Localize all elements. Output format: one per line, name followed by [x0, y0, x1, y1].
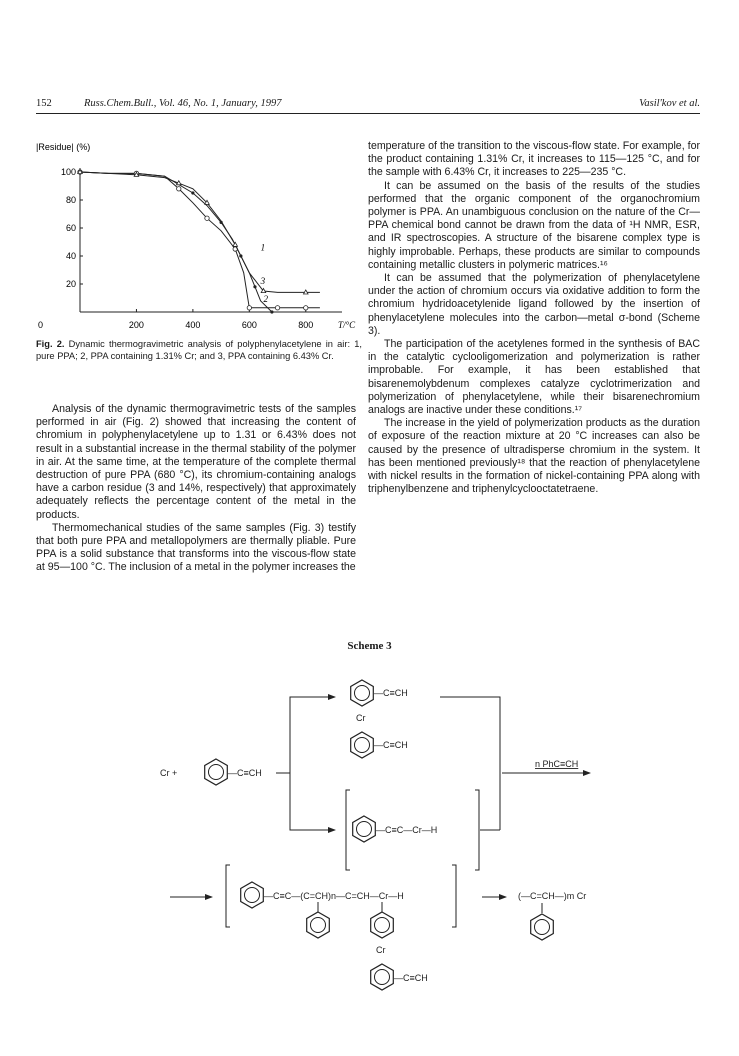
x-tick-label: 800: [298, 320, 314, 330]
hydrido-intermediate: [346, 790, 479, 870]
tga-chart: [34, 140, 364, 340]
series-2-point: [275, 306, 279, 310]
paragraph: It can be assumed on the basis of the results of the studies performed that the organic component of the organochromium polymer is PPA. An unambiguous conclusion on the nature of the Cr—PPA chemical bond cannot be drawn from the data of ¹H NMR, ESR, and IR spectroscopies. A structure of the bisarene complex type is highly improbable. Perhaps, these products are similar to compounds containing metallic clusters in polymeric matrices.¹⁶: [368, 179, 700, 271]
y-tick-label: 60: [65, 223, 76, 233]
scheme-title: Scheme 3: [347, 640, 392, 652]
paragraph: temperature of the transition to the viscous-flow state. For example, for the product containing 1.31% Cr, it increases to 115—125 °C, and for the sample with 6.43% Cr, it increases to 225—235 °C.: [368, 140, 700, 179]
paragraph: It can be assumed that the polymerization of phenylacetylene under the action of chromium occurs via oxidative addition to form the chromium hydridoacetylenide ligand followed by the insertion of phenylacetylene molecules into the carbon—metal σ-bond (Scheme 3).: [368, 272, 700, 337]
series-1-point: [191, 191, 194, 194]
benzene-ring-icon: [241, 882, 264, 908]
paragraph: Analysis of the dynamic thermogravimetric tests of the samples performed in air (Fig. 2) showed that increasing the content of chromium in polyphenylacetylene up to 1.31 or 6.43% does not result in a substantial increase in the thermal stability of the polymer in air. At the same time, at the temperature of the complete thermal destruction of pure PPA (680 °C), its chromium-containing analogs have a carbon residue (3 and 14%, respectively) that approximately adequately reflects the percentage content of the metal in the products.: [36, 403, 356, 521]
caption-text: Dynamic thermogravimetric analysis of polyphenylacetylene in air: 1, pure PPA; 2, PPA containing 1.31% Cr; and 3, PPA containing 6.43% Cr.: [36, 339, 362, 361]
ethynyl-label: —C≡CH: [374, 740, 408, 750]
page-number: 152: [36, 98, 52, 109]
benzene-ring-icon: [205, 759, 228, 785]
x-tick-label: 200: [128, 320, 144, 330]
scheme-3-diagram: [150, 655, 650, 1050]
product-label: (—C=CH—)m Cr: [518, 891, 587, 901]
header-rule: [36, 113, 700, 114]
caption-label: Fig. 2.: [36, 339, 65, 349]
ethynyl-label: —C≡CH: [228, 768, 262, 778]
journal-citation: Russ.Chem.Bull., Vol. 46, No. 1, January, 1997: [84, 98, 282, 109]
x-axis-label: T/°C: [338, 320, 356, 330]
y-tick-label: 40: [65, 251, 76, 261]
series-3-line: [80, 172, 320, 292]
cr-plus-label: Cr +: [160, 768, 178, 778]
left-column: [36, 403, 356, 575]
series-2-point: [205, 216, 209, 220]
curve-label: 1: [260, 242, 266, 253]
x-tick-label: 0: [38, 320, 44, 330]
figure-caption: [36, 338, 362, 362]
curve-label: 3: [260, 276, 266, 286]
series-1-point: [253, 285, 256, 288]
benzene-ring-icon: [353, 816, 376, 842]
running-header: [36, 98, 700, 114]
running-authors: Vasil'kov et al.: [639, 98, 700, 109]
series-2-point: [177, 187, 181, 191]
y-tick-label: 80: [65, 195, 76, 205]
series-2-point: [304, 306, 308, 310]
y-tick-label: 100: [60, 167, 76, 177]
chain-label: —C≡C—(C=CH)n—C=CH—Cr—H: [264, 891, 404, 901]
benzene-ring-icon: [531, 914, 554, 940]
benzene-ring-icon: [351, 732, 374, 758]
paragraph: The participation of the acetylenes formed in the synthesis of BAC in the catalytic cyclooligomerization and polymerization is rather improbable. For example, it has been established that bisarenemolybdenum complexes catalyze cyclotrimerization and polymerization of phenylacetylene, while their bisarenechromium analogs are inactive under these conditions.¹⁷: [368, 338, 700, 417]
bisarene-complex: [351, 680, 408, 758]
hydrido-label: —C≡C—Cr—H: [376, 825, 438, 835]
series-1-point: [270, 310, 273, 313]
benzene-ring-icon: [307, 912, 330, 938]
series-1-line: [80, 172, 272, 312]
ethynyl-label: —C≡CH: [374, 688, 408, 698]
benzene-ring-icon: [371, 964, 394, 990]
y-tick-label: 20: [65, 279, 76, 289]
right-column: [368, 140, 700, 496]
x-tick-label: 400: [185, 320, 201, 330]
paragraph: The increase in the yield of polymerization products as the duration of exposure of the reaction mixture at 20 °C increases can also be caused by the presence of ultradisperse chromium in the system. It has been mentioned previously¹⁸ that the reaction of phenylacetylene with nickel results in the formation of nickel-containing PPA along with triphenylbenzene and triphenylcyclooctatetraene.: [368, 417, 700, 496]
benzene-ring-icon: [351, 680, 374, 706]
ethynyl-label: —C≡CH: [394, 973, 428, 983]
benzene-ring-icon: [371, 912, 394, 938]
y-axis-label: |Residue| (%): [36, 142, 91, 152]
x-tick-label: 600: [241, 320, 257, 330]
cr-label: Cr: [376, 945, 386, 955]
cr-label: Cr: [356, 713, 366, 723]
paragraph: Thermomechanical studies of the same samples (Fig. 3) testify that both pure PPA and metallopolymers are thermally pliable. Pure PPA is a solid substance that transforms into the viscous-flow state at 95—100 °C. The inclusion of a metal in the polymer increases the: [36, 521, 356, 574]
reagent-label: n PhC≡CH: [535, 759, 579, 769]
series-2-point: [247, 306, 251, 310]
curve-label: 2: [263, 294, 268, 305]
series-2-line: [80, 172, 320, 308]
